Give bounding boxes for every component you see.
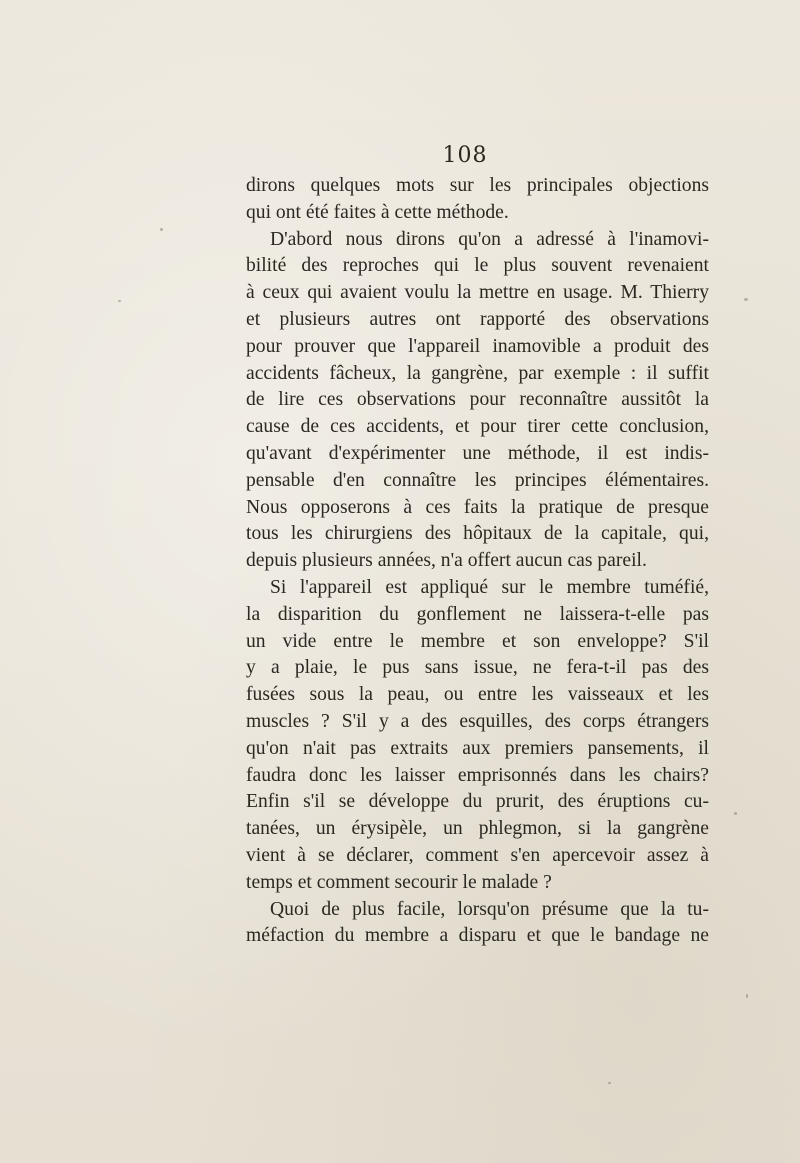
text-line: à ceux qui avaient voulu la mettre en usage. M. Thierry <box>246 282 709 304</box>
text-line: Si l'appareil est appliqué sur le membre tuméfié, <box>270 576 709 598</box>
text-line: D'abord nous dirons qu'on a adressé à l'inamovi- <box>270 228 709 250</box>
paper-speck <box>118 300 121 302</box>
text-line: de lire ces observations pour reconnaître aussitôt la <box>246 389 709 411</box>
text-line: Quoi de plus facile, lorsqu'on présume que la tu- <box>270 898 709 920</box>
text-line: depuis plusieurs années, n'a offert aucun cas pareil. <box>246 550 647 572</box>
text-line: qu'avant d'expérimenter une méthode, il est indis- <box>246 442 709 464</box>
text-line: un vide entre le membre et son enveloppe? S'il <box>246 630 709 652</box>
text-line: qui ont été faites à cette méthode. <box>246 201 509 223</box>
text-line: et plusieurs autres ont rapporté des observations <box>246 308 709 330</box>
paper-speck <box>608 1082 611 1084</box>
paper-speck <box>746 994 748 998</box>
text-line: Nous opposerons à ces faits la pratique de presque <box>246 496 709 518</box>
text-line: tous les chirurgiens des hôpitaux de la capitale, qui, <box>246 523 709 545</box>
text-line: accidents fâcheux, la gangrène, par exemple : il suffit <box>246 362 709 384</box>
text-line: y a plaie, le pus sans issue, ne fera-t-il pas des <box>246 657 709 679</box>
text-line: muscles ? S'il y a des esquilles, des corps étrangers <box>246 710 709 732</box>
body-text <box>246 173 709 950</box>
text-line: vient à se déclarer, comment s'en apercevoir assez à <box>246 844 709 866</box>
text-line: cause de ces accidents, et pour tirer cette conclusion, <box>246 416 709 438</box>
text-line: la disparition du gonflement ne laissera-t-elle pas <box>246 603 709 625</box>
text-line: fusées sous la peau, ou entre les vaisseaux et les <box>246 684 709 706</box>
text-line: qu'on n'ait pas extraits aux premiers pansements, il <box>246 737 709 759</box>
text-line: pour prouver que l'appareil inamovible a produit des <box>246 335 709 357</box>
paper-speck <box>734 812 737 815</box>
text-line: méfaction du membre a disparu et que le bandage ne <box>246 925 709 947</box>
text-line: pensable d'en connaître les principes élémentaires. <box>246 469 709 491</box>
page-number: 108 <box>442 143 488 168</box>
text-line: bilité des reproches qui le plus souvent revenaient <box>246 255 709 277</box>
text-line: Enfin s'il se développe du prurit, des éruptions cu- <box>246 791 709 813</box>
text-line: faudra donc les laisser emprisonnés dans les chairs? <box>246 764 709 786</box>
paper-speck <box>744 298 748 301</box>
paper-speck <box>160 228 163 231</box>
text-line: dirons quelques mots sur les principales objections <box>246 175 709 196</box>
text-line: temps et comment secourir le malade ? <box>246 871 552 893</box>
text-line: tanées, un érysipèle, un phlegmon, si la gangrène <box>246 818 709 840</box>
